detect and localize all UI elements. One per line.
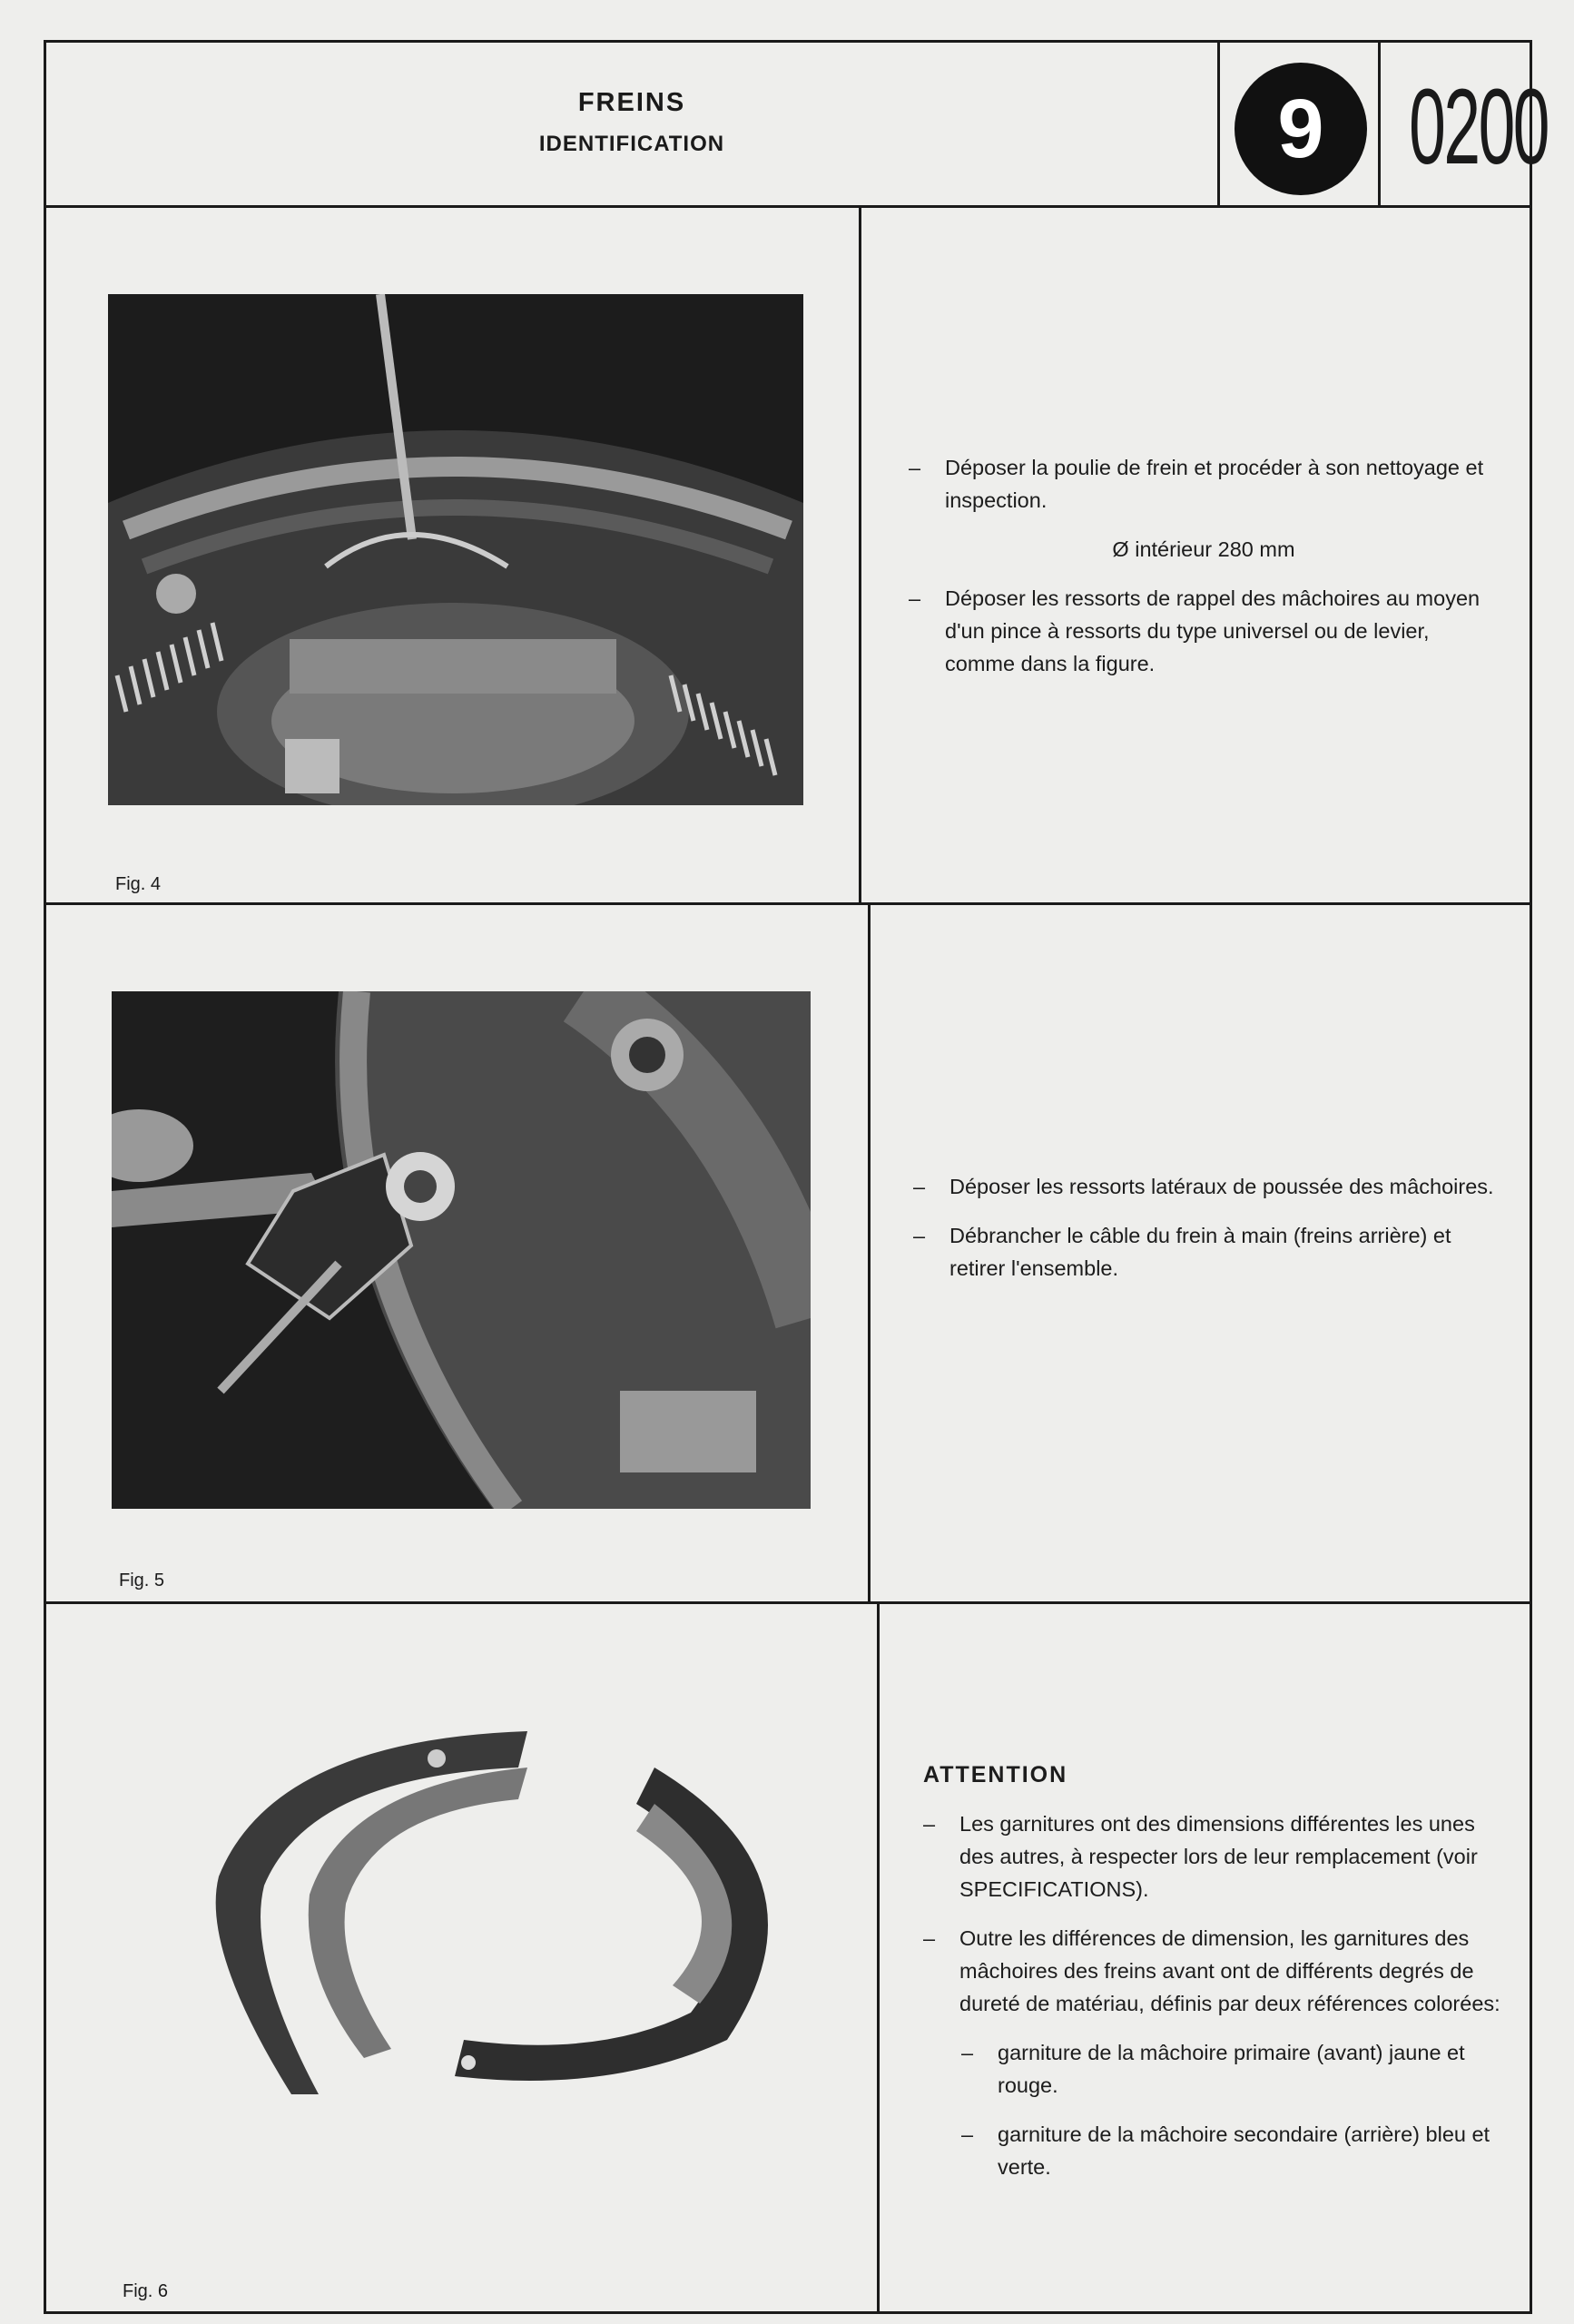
column-divider <box>877 1604 880 2314</box>
page-title: FREINS <box>577 88 686 117</box>
column-divider <box>868 905 871 1601</box>
column-divider <box>859 208 861 902</box>
row-fig4 <box>46 208 1530 905</box>
instruction-text: Déposer la poulie de frein et procéder à son nettoyage et inspection. <box>945 456 1484 512</box>
row2-text <box>913 1170 1503 1301</box>
instruction-text: Outre les différences de dimension, les garnitures des mâchoires des freins avant ont de différents degrés de dureté de matériau, définis par deux références colorées: <box>959 1926 1500 2015</box>
instruction-item <box>913 1170 1503 1203</box>
page-subtitle: IDENTIFICATION <box>538 132 725 156</box>
row3-text <box>923 1758 1513 2200</box>
dash: – <box>961 2041 974 2064</box>
brake-drum-image <box>108 294 803 805</box>
section-number-badge: 9 <box>1235 63 1367 195</box>
fig4-caption: Fig. 4 <box>115 874 162 894</box>
dash: – <box>923 1812 936 1836</box>
dash: – <box>909 456 921 479</box>
instruction-text: Déposer les ressorts latéraux de poussée des mâchoires. <box>949 1175 1494 1198</box>
fig5-photo <box>112 991 811 1509</box>
page-code: 0200 <box>1409 67 1548 187</box>
fig4-photo <box>108 294 803 805</box>
attention-heading: ATTENTION <box>923 1762 1068 1787</box>
sub-item-text: garniture de la mâchoire secondaire (arrière) bleu et verte. <box>998 2122 1490 2179</box>
instruction-item <box>913 1219 1503 1285</box>
instruction-item <box>909 451 1499 517</box>
title-block <box>46 43 1217 205</box>
sub-item-text: garniture de la mâchoire primaire (avant) jaune et rouge. <box>998 2041 1465 2097</box>
fig5-caption: Fig. 5 <box>119 1571 165 1590</box>
brake-shoe-spring-image <box>112 991 811 1509</box>
section-box <box>1217 43 1381 205</box>
instruction-text: Débrancher le câble du frein à main (freins arrière) et retirer l'ensemble. <box>949 1224 1451 1280</box>
brake-shoes-image <box>182 1713 836 2094</box>
sub-item <box>961 2036 1513 2102</box>
dash: – <box>913 1224 926 1247</box>
manual-page <box>44 40 1548 2314</box>
instruction-item <box>923 1922 1513 2020</box>
dash: – <box>909 586 921 610</box>
diameter-spec: Ø intérieur 280 mm <box>1112 537 1295 561</box>
dash: – <box>923 1926 936 1950</box>
row-fig5 <box>46 905 1530 1604</box>
page-header <box>46 43 1548 208</box>
fig6-caption: Fig. 6 <box>123 2281 169 2301</box>
sub-item <box>961 2118 1513 2183</box>
instruction-text: Les garnitures ont des dimensions différentes les unes des autres, à respecter lors de leur remplacement (voir SPECIFICATIONS). <box>959 1812 1478 1901</box>
row-fig6 <box>46 1604 1530 2314</box>
dash: – <box>961 2122 974 2146</box>
instruction-item <box>923 1807 1513 1905</box>
row1-text <box>909 451 1499 696</box>
code-box <box>1381 43 1548 205</box>
dash: – <box>913 1175 926 1198</box>
instruction-item <box>909 582 1499 680</box>
instruction-text: Déposer les ressorts de rappel des mâchoires au moyen d'un pince à ressorts du type universel ou de levier, comme dans la figure. <box>945 586 1481 675</box>
fig6-photo <box>182 1713 836 2094</box>
